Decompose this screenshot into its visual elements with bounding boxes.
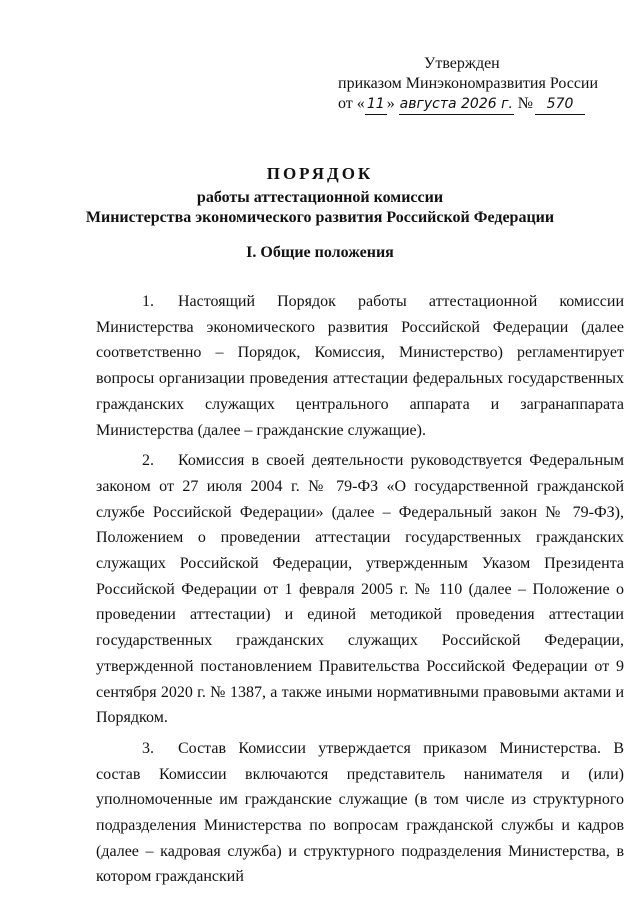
paragraph-text: Настоящий Порядок работы аттестационной комиссии Министерства экономического развития Российской Федерации (далее соответственно – Порядок, Комиссия, Министерство) регламентирует вопросы организации проведения аттестации федеральных государственных гражданских служащих центрального аппарата и загранаппарата Министерства (далее – гражданские служащие). xyxy=(96,293,624,439)
approval-number-prefix: № xyxy=(517,95,534,112)
approval-line-order: приказом Минэкономразвития России xyxy=(338,75,599,92)
approval-month-handwritten: августа 2026 г. xyxy=(399,94,514,115)
document-subtitle-line2: Министерства экономического развития Российской Федерации xyxy=(85,209,555,226)
approval-day-handwritten: 11 xyxy=(365,94,387,115)
approval-stamp xyxy=(338,54,618,115)
paragraph-number: 2. xyxy=(142,452,154,470)
paragraph-text: Состав Комиссии утверждается приказом Министерства. В состав Комиссии включаются представитель нанимателя и (или) уполномоченные им гражданские служащие (в том числе из структурного подразделения Министерства по вопросам гражданской службы и кадров (далее – кадровая служба) и структурного подразделения Министерства, в котором гражданский xyxy=(96,739,624,886)
paragraph-2 xyxy=(96,448,624,731)
approval-number-handwritten: 570 xyxy=(535,94,585,115)
paragraph-number: 1. xyxy=(142,293,154,310)
approval-line-date xyxy=(338,94,618,115)
paragraph-3 xyxy=(96,736,624,890)
section-heading: I. Общие положения xyxy=(246,244,394,261)
approval-line-approved: Утвержден xyxy=(424,55,500,72)
paragraph-number: 3. xyxy=(142,739,154,757)
document-title: ПОРЯДОК xyxy=(266,164,374,183)
document-subtitle-line1: работы аттестационной комиссии xyxy=(196,189,444,206)
approval-from-prefix: от « xyxy=(338,95,365,112)
paragraph-1 xyxy=(96,289,624,443)
document-body xyxy=(96,289,624,895)
paragraph-text: Комиссия в своей деятельности руководствуется Федеральным законом от 27 июля 2004 г. № 79-ФЗ «О государственной гражданской службе Российской Федерации» (далее – Федеральный закон № 79-ФЗ), Положением о проведении аттестации государственных гражданских служащих Российской Федерации, утвержденным Указом Президента Российской Федерации от 1 февраля 2005 г. № 110 (далее – Положение о проведении аттестации) и единой методикой проведения аттестации государственных гражданских служащих Российской Федерации, утвержденной постановлением Правительства Российской Федерации от 9 сентября 2020 г. № 1387, а также иными нормативными правовыми актами и Порядком. xyxy=(96,452,624,727)
document-subtitle xyxy=(0,188,640,228)
approval-from-close: » xyxy=(386,95,395,112)
